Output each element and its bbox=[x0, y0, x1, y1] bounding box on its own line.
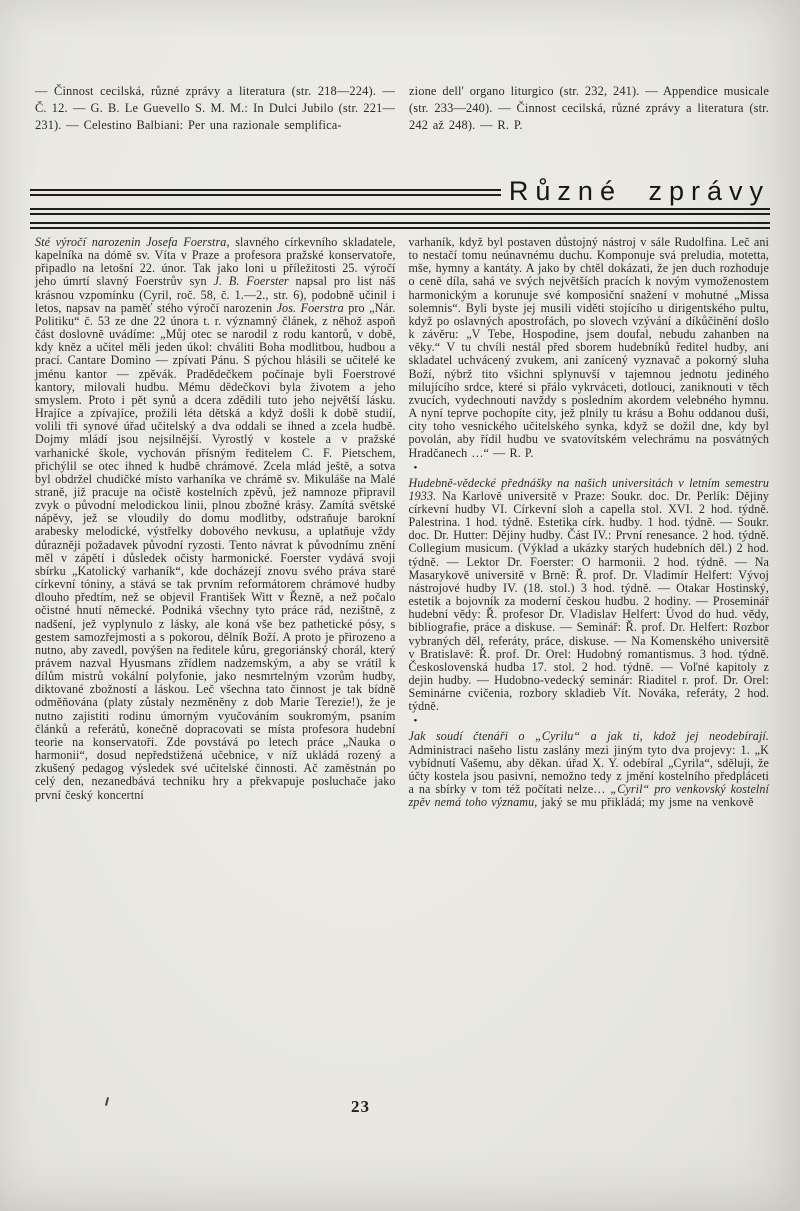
text-segment: napsal pro list náš krásnou vzpomínku (Cyril, roč. 58, č. 1.—2., str. 6), podobně učinil i letos, napsav na paměť stého výročí narozenin bbox=[35, 274, 396, 315]
text-segment: J. B. Foerster bbox=[213, 274, 289, 289]
text-segment: Hudebně-vědecké přednášky na našich universitách v letním semestru 1933. bbox=[408, 475, 769, 503]
text-segment: „Cyril“ pro venkovský kostelní zpěv nemá toho významu, bbox=[408, 782, 769, 810]
text-segment: Jak soudí čtenáři o „Cyrilu“ a jak ti, kdož jej neodebírají. bbox=[408, 729, 769, 744]
article-left-column bbox=[35, 236, 396, 809]
section-rule-full-1 bbox=[30, 208, 770, 215]
text-segment: Administraci našeho listu zaslány mezi jiným tyto dva projevy: 1. „K vybídnutí Vašemu, aby děkan. úřad X. Y. odebíral „Cyrila“, sděluji, že účty kostela jsou pasivní, nemožno tedy z jmění kostelního předpláceti a na sbírky v tom též počítati nelze… bbox=[408, 742, 769, 797]
section-rule-partial bbox=[30, 189, 501, 196]
foerster-centenary-paragraph bbox=[35, 236, 396, 802]
page-number: 23 bbox=[351, 1097, 370, 1116]
text-segment: pro „Nár. Politiku“ č. 53 ze dne 22 února t. r. významný článek, z něhož aspoň část doslovně uvádíme: „Můj otec se narodil z rodu kantorů, v době, kdy kněz a učitel měli jeden úkol: chváliti Boha modlitbou, hudbou a prací. Cantare Domino — zpívati Pánu. S pýchou hlásili se učitelé ke jménu kantor — zpěvák. Pradědečkem počínaje byli Foerstrové kantory, milovali hudbu. Mému dědečkovi byla životem a jeho smyslem. Proto i pět synů a dcera zdědili tuto jeho největší lásku. Hrajíce a zpívajíce, prožili léta dětská a když došli k době studií, volili tři synové úřad učitelský a dva oddali se ihned a zcela hudbě. Dojmy mládí jsou nejsilnější. Vyrostlý v kostele a v pražské varhanické škole, vychován přísným ředitelem C. F. Pietschem, přichýlil se otec ihned k hudbě chrámové. Zcela mlád ještě, a sotva byl obdržel chudičké místo varhaníka ve chrámě sv. Mikuláše na Malé straně, již pracuje na očistě kostelních zpěvů, jež namnoze připravil zvyk o původní melodickou linii, plnou zbožné krásy. Zamítá světské nápěvy, jež se vloudily do domu modlitby, odstraňuje barokní arabesky melodické, výstřelky dobového nevkusu, a uplatňuje vždy důrazněji požadavek původní ryzosti. Tento návrat k původnímu znění měl v zápětí i důsledek očisty harmonické. Foerster vydává svoji sbírku „Katolický varhaník“, kde docházejí znovu svého práva staré církevní tóniny, a stává se tak prvním reformátorem chrámové hudby dlouho předtím, než se objevil František Witt v Řezně, a než počalo očistné hnutí německé. Podniká všechny tyto práce rád, nezištně, z nadšení, jež vyplynulo z lásky, ale koná vše bez pathetické pósy, s gestem samozřejmosti a s pokorou, dělník Boží. A proto je přirozeno a nutno, aby zavedl, povýšen na ředitele kůru, gregoriánský chorál, který právem nazval Hyusmans zřídlem nadzemským, a aby se vrátil k dílům mistrů vokální polyfonie, jako nesmrtelným vzorům hudby, diktované zbožností a láskou. Leč všechna tato činnost je tak bídně odměňována (platy zůstaly nezměněny z dob Marie Terezie!), že je nutno zajistiti rodinu úmorným vyučováním soukromým, psaním článků a referátů, konečně dopracovati se místa profesora hudební teorie na konservatoři. Zde povstává po letech práce „Nauka o harmonii“, dosud nepředstižená učebnice, v níž ukládá rozený a zkušený pedagog výsledek své učitelské činnosti. Ač zaměstnán po celý den, nezanedbává techniku hry a překvapuje posluchače jako první český koncertní bbox=[35, 300, 396, 802]
text-segment: jaký se mu přikládá; my jsme na venkově bbox=[537, 795, 754, 810]
section-title: Různé zprávy bbox=[508, 176, 770, 206]
article-right-column bbox=[409, 236, 770, 809]
reader-opinions-paragraph bbox=[409, 730, 770, 809]
paragraph-separator-bullet: • bbox=[413, 461, 418, 474]
text-segment: slavného církevního skladatele, kapelníka na dómě sv. Víta v Praze a profesora pražské konservatoře, připadlo na letošní 22. únor. Tak jako loni u příležitosti 25. výročí jeho úmrtí slavný Foerstrův syn bbox=[35, 235, 396, 289]
index-continuation bbox=[35, 83, 769, 134]
university-lectures-paragraph bbox=[409, 477, 770, 714]
section-rule-full-2 bbox=[30, 222, 770, 229]
article-body bbox=[35, 236, 769, 809]
text-segment: Sté výročí narozenin Josefa Foerstra, bbox=[35, 235, 230, 249]
section-header bbox=[30, 178, 770, 229]
text-segment: Na Karlově universitě v Praze: Soukr. doc. Dr. Perlík: Dějiny církevní hudby VI. Církevní sloh a capella stol. XVI. 2 hod. týdně. Palestrina. 1 hod. týdně. Estetika círk. hudby. 1 hod. týdně. — Soukr. doc. Dr. Hutter: Dějiny hudby. Část IV.: První renesance. 2 hod. týdně. Collegium musicum. (Výklad a ukázky starých hudebních děl.) 2 hod. týdně. — Lektor Dr. Foerster: O harmonii. 2 hod. týdně. — Na Masarykově universitě v Brně: Ř. prof. Dr. Vladimír Helfert: Vývoj nástrojové hudby IV. (18. stol.) 3 hod. týdně. — Otakar Hostinský, estetik a bojovník za moderní českou hudbu. 2 hodiny. — Proseminář hudební vědy: Ř. profesor Dr. Vladislav Helfert: Úvod do hud. vědy, bibliografie, práce a diskuse. — Seminář: Ř. prof. Dr. Helfert: Rozbor vybraných děl, referáty, práce, diskuse. — Na Komenského universitě v Bratislavě: Ř. prof. Dr. Orel: Hudobný romantismus. 3 hod. týdně. Československá hudba 17. stol. 2 hod. týdně. — Voľné kapitoly z dejin hudby. — Hudobno-vedecký seminár: Riaditel r. prof. Dr. Orel: Seminárne cvičenia, rozbory skladieb Vít. Nováka, referáty, 2 hod. týdně. bbox=[408, 488, 769, 714]
index-continuation-left-column: — Činnost cecilská, různé zprávy a literatura (str. 218—224). — Č. 12. — G. B. Le Guevello S. M. M.: In Dulci Jubilo (str. 221—231). — Celestino Balbiani: Per una razionale semplifica- bbox=[35, 84, 395, 132]
foerster-centenary-continuation: varhaník, když byl postaven důstojný nástroj v sále Rudolfina. Leč ani to nestačí tomu neúnavnému duchu. Komponuje svá preludia, motetta, mše, hymny a kantáty. A jako by chtěl dokázati, že jen duch rozhoduje o ceně díla, sahá ve svých největších pracích k novým vymoženostem harmonickým a korunuje své komposiční snažení v mohutné „Missa solemnis“. Byli byste jej musili viděti stojícího u dirigentského pultu, když po oslavných apostrofách, po slovech vzývání a díkůčinění došlo k závěru: „V Tebe, Hospodine, jsem doufal, nebudu zahanben na věky.“ V tu chvíli nestál před sborem hudebníků ředitel hudby, ani skladatel uchvácený zvukem, ani zanícený vyznavač a pokorný sluha Boží, nýbrž tito všichni splynuvší v tajemnou jednotu jediného milujícího srdce, které si přálo vykrváceti, dotlouci, zaniknouti v těch zvucích, vydechnouti navždy s posledním akordem velebného hymnu. A nyní teprve pochopíte city, jež plnily tu krásu a Bohu oddanou duši, city toho vesnického učitelského synka, když se dožil dne, kdy byl povolán, aby řídil hudbu ve svatovítském velechrámu na posvátných Hradčanech …“ — R. P. bbox=[408, 235, 769, 460]
index-continuation-right-column: zione dell' organo liturgico (str. 232, 241). — Appendice musicale (str. 233—240). — Činnost cecilská, různé zprávy a literatura (str. 242 až 248). — R. P. bbox=[409, 84, 769, 132]
text-segment: Jos. Foerstra bbox=[276, 300, 344, 315]
scan-speck bbox=[105, 1097, 109, 1106]
paragraph-separator-bullet: • bbox=[413, 715, 418, 728]
